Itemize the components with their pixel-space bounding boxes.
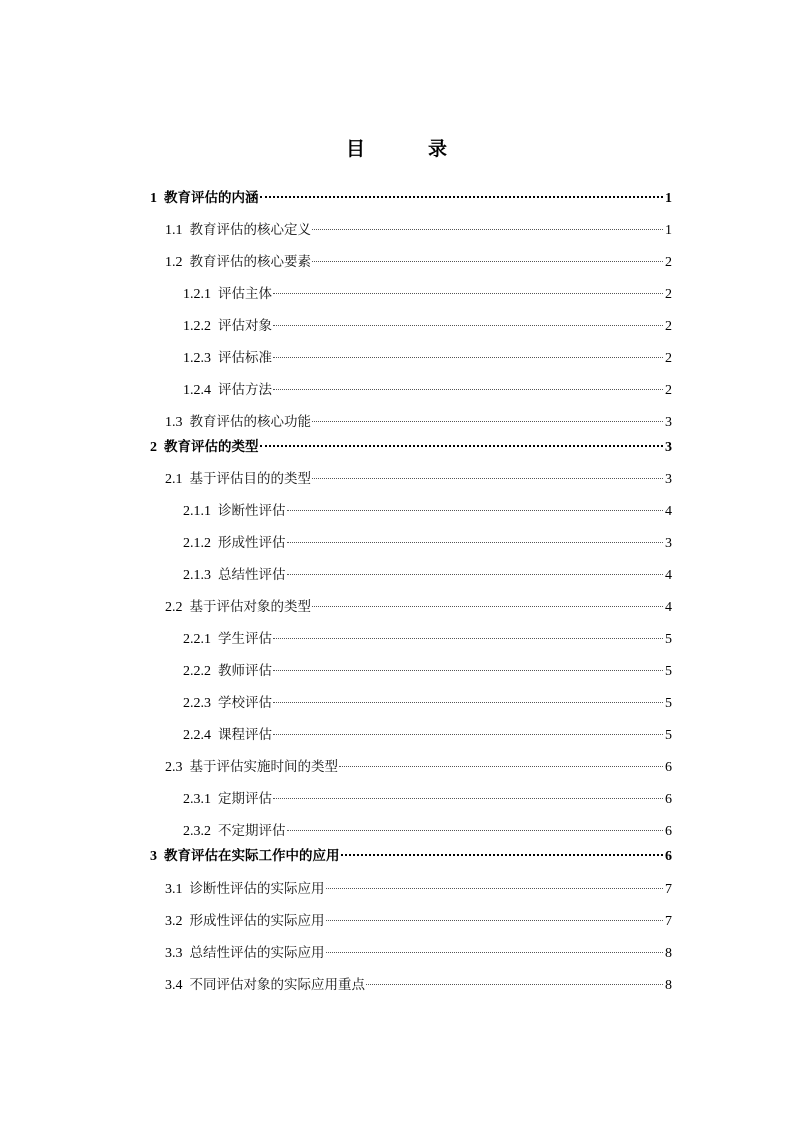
toc-page-number: 5 — [665, 664, 672, 679]
toc-entry-title: 基于评估对象的类型 — [189, 599, 311, 615]
toc-spacer — [183, 599, 190, 617]
toc-entry-title: 教育评估的核心功能 — [189, 414, 311, 430]
toc-dot-leader — [273, 797, 663, 799]
toc-entry-number: 1.2.1 — [183, 287, 211, 302]
toc-page-number: 8 — [665, 946, 672, 961]
toc-entry[interactable] — [165, 912, 672, 930]
toc-entry[interactable] — [183, 317, 672, 335]
toc-spacer — [211, 350, 218, 368]
toc-page-number: 5 — [665, 728, 672, 743]
toc-entry-number: 2.2 — [165, 600, 183, 615]
toc-spacer — [183, 254, 190, 272]
toc-entry-title: 定期评估 — [218, 791, 272, 807]
toc-page-number: 3 — [665, 440, 672, 455]
toc-spacer — [211, 823, 218, 841]
toc-entry-number: 2.3.1 — [183, 792, 211, 807]
page-title: 目 录 — [345, 138, 469, 160]
toc-page-number: 5 — [665, 632, 672, 647]
toc-entry-number: 2.1.1 — [183, 504, 211, 519]
toc-entry-number: 2.2.4 — [183, 728, 211, 743]
toc-entry-number: 3.4 — [165, 978, 183, 993]
toc-spacer — [183, 913, 190, 931]
toc-spacer — [183, 222, 190, 240]
toc-page-number: 2 — [665, 255, 672, 270]
toc-spacer — [211, 791, 218, 809]
toc-entry-title: 评估对象 — [218, 318, 272, 334]
toc-spacer — [211, 503, 218, 521]
toc-entry[interactable] — [183, 502, 672, 520]
toc-entry-title: 评估标准 — [218, 350, 272, 366]
toc-page-number: 1 — [665, 191, 672, 206]
toc-entry-title: 形成性评估 — [218, 535, 286, 551]
toc-page-number: 2 — [665, 287, 672, 302]
toc-spacer — [211, 567, 218, 585]
toc-dot-leader — [287, 829, 664, 831]
toc-spacer — [183, 945, 190, 963]
toc-page-number: 4 — [665, 600, 672, 615]
toc-entry-number: 1.2.2 — [183, 319, 211, 334]
toc-entry-number: 2.1.3 — [183, 568, 211, 583]
toc-page-number: 6 — [665, 792, 672, 807]
toc-entry-title: 基于评估目的的类型 — [189, 471, 311, 487]
toc-spacer — [183, 414, 190, 432]
toc-page-number: 6 — [665, 760, 672, 775]
toc-entry-number: 3.3 — [165, 946, 183, 961]
toc-entry[interactable] — [183, 726, 672, 744]
toc-dot-leader — [339, 765, 663, 767]
toc-spacer — [157, 439, 164, 457]
toc-dot-leader — [260, 444, 664, 447]
toc-entry[interactable] — [165, 253, 672, 271]
toc-dot-leader — [273, 388, 663, 390]
toc-page-number: 6 — [665, 849, 672, 864]
toc-spacer — [183, 977, 190, 995]
toc-entry-number: 1 — [150, 191, 157, 206]
toc-entry-number: 2.1.2 — [183, 536, 211, 551]
toc-entry-title: 不同评估对象的实际应用重点 — [189, 977, 365, 993]
toc-page-number: 1 — [665, 223, 672, 238]
toc-spacer — [211, 631, 218, 649]
toc-entry-title: 教育评估的类型 — [164, 439, 259, 455]
toc-entry[interactable] — [165, 221, 672, 239]
toc-entry-number: 1.3 — [165, 415, 183, 430]
toc-page-number: 8 — [665, 978, 672, 993]
toc-entry-number: 2.3 — [165, 760, 183, 775]
toc-page-number: 4 — [665, 504, 672, 519]
toc-dot-leader — [312, 228, 663, 230]
toc-spacer — [157, 190, 164, 208]
toc-entry-number: 2.2.3 — [183, 696, 211, 711]
toc-entry-number: 2.1 — [165, 472, 183, 487]
toc-entry[interactable] — [165, 976, 672, 994]
toc-entry[interactable] — [150, 847, 672, 865]
toc-spacer — [211, 286, 218, 304]
toc-spacer — [211, 318, 218, 336]
toc-page-number: 3 — [665, 472, 672, 487]
toc-spacer — [211, 535, 218, 553]
toc-entry-title: 教师评估 — [218, 663, 272, 679]
toc-entry-title: 诊断性评估的实际应用 — [189, 881, 325, 897]
toc-dot-leader — [312, 477, 663, 479]
toc-page-number: 3 — [665, 415, 672, 430]
toc-entry-title: 课程评估 — [218, 727, 272, 743]
toc-entry[interactable] — [183, 630, 672, 648]
toc-page-number: 2 — [665, 351, 672, 366]
toc-spacer — [183, 759, 190, 777]
toc-entry[interactable] — [150, 438, 672, 456]
toc-page-number: 4 — [665, 568, 672, 583]
toc-spacer — [211, 695, 218, 713]
toc-page-number: 3 — [665, 536, 672, 551]
toc-dot-leader — [312, 260, 663, 262]
toc-dot-leader — [326, 919, 664, 921]
toc-dot-leader — [273, 733, 663, 735]
toc-dot-leader — [273, 637, 663, 639]
toc-entry[interactable] — [183, 566, 672, 584]
toc-dot-leader — [312, 605, 663, 607]
toc-dot-leader — [287, 509, 664, 511]
toc-spacer — [183, 881, 190, 899]
toc-entry-title: 学生评估 — [218, 631, 272, 647]
toc-entry-title: 基于评估实施时间的类型 — [189, 759, 338, 775]
toc-spacer — [211, 382, 218, 400]
toc-page-number: 7 — [665, 914, 672, 929]
toc-entry-number: 1.2.4 — [183, 383, 211, 398]
toc-entry-number: 2 — [150, 440, 157, 455]
toc-entry[interactable] — [183, 790, 672, 808]
toc-entry[interactable] — [183, 822, 672, 840]
toc-dot-leader — [326, 951, 664, 953]
toc-entry-title: 形成性评估的实际应用 — [189, 913, 325, 929]
toc-entry[interactable] — [165, 413, 672, 431]
toc-entry-number: 1.1 — [165, 223, 183, 238]
toc-entry[interactable] — [165, 944, 672, 962]
toc-entry[interactable] — [165, 880, 672, 898]
toc-page-number: 6 — [665, 824, 672, 839]
toc-entry-title: 总结性评估 — [218, 567, 286, 583]
toc-dot-leader — [326, 887, 664, 889]
toc-entry-title: 诊断性评估 — [218, 503, 286, 519]
toc-dot-leader — [273, 669, 663, 671]
toc-entry[interactable] — [183, 381, 672, 399]
toc-entry-title: 学校评估 — [218, 695, 272, 711]
toc-page-number: 2 — [665, 319, 672, 334]
toc-entry-title: 总结性评估的实际应用 — [189, 945, 325, 961]
toc-dot-leader — [273, 356, 663, 358]
toc-page-number: 5 — [665, 696, 672, 711]
toc-entry-number: 3.2 — [165, 914, 183, 929]
toc-entry-title: 评估主体 — [218, 286, 272, 302]
toc-entry-title: 评估方法 — [218, 382, 272, 398]
toc-entry-title: 不定期评估 — [218, 823, 286, 839]
toc-entry-number: 2.3.2 — [183, 824, 211, 839]
toc-entry[interactable] — [183, 285, 672, 303]
toc-entry-number: 2.2.1 — [183, 632, 211, 647]
toc-dot-leader — [273, 701, 663, 703]
toc-entry[interactable] — [165, 758, 672, 776]
toc-spacer — [157, 848, 164, 866]
toc-entry[interactable] — [165, 598, 672, 616]
toc-entry-number: 1.2 — [165, 255, 183, 270]
toc-page-number: 2 — [665, 383, 672, 398]
toc-dot-leader — [287, 573, 664, 575]
toc-page-number: 7 — [665, 882, 672, 897]
toc-dot-leader — [287, 541, 664, 543]
toc-entry-number: 1.2.3 — [183, 351, 211, 366]
toc-dot-leader — [273, 324, 663, 326]
toc-dot-leader — [341, 853, 664, 856]
toc-entry-title: 教育评估的核心要素 — [189, 254, 311, 270]
toc-dot-leader — [312, 420, 663, 422]
toc-spacer — [211, 663, 218, 681]
toc-entry[interactable] — [183, 534, 672, 552]
toc-dot-leader — [273, 292, 663, 294]
toc-entry-title: 教育评估在实际工作中的应用 — [164, 848, 340, 864]
toc-entry-number: 2.2.2 — [183, 664, 211, 679]
toc-entry[interactable] — [165, 470, 672, 488]
toc-entry[interactable] — [150, 189, 672, 207]
toc-entry[interactable] — [183, 694, 672, 712]
toc-spacer — [183, 471, 190, 489]
toc-entry[interactable] — [183, 662, 672, 680]
toc-entry-title: 教育评估的核心定义 — [189, 222, 311, 238]
toc-spacer — [211, 727, 218, 745]
toc-entry-number: 3.1 — [165, 882, 183, 897]
toc-entry[interactable] — [183, 349, 672, 367]
toc-dot-leader — [260, 195, 664, 198]
toc-dot-leader — [366, 983, 663, 985]
toc-entry-number: 3 — [150, 849, 157, 864]
toc-entry-title: 教育评估的内涵 — [164, 190, 259, 206]
